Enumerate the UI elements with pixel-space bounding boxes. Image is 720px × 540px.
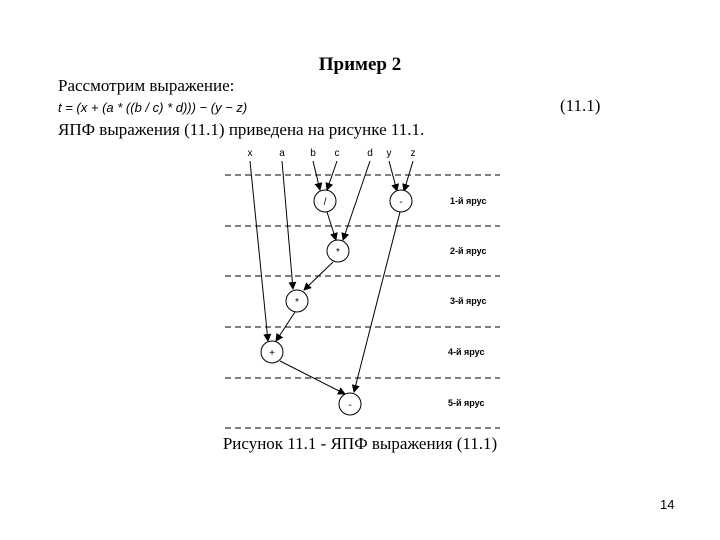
intro-text: Рассмотрим выражение:: [58, 76, 235, 95]
node-subtract-final-label: -: [348, 400, 352, 411]
edge-minus-minus: [354, 212, 400, 392]
node-subtract-yz-label: -: [399, 197, 403, 208]
node-divide-label: /: [323, 197, 327, 208]
tier-label-1: 1-й ярус: [450, 196, 487, 206]
tier-label-3: 3-й ярус: [450, 296, 487, 306]
tier-label-5: 5-й ярус: [448, 398, 485, 408]
node-multiply-1-label: *: [336, 247, 340, 258]
input-label-c: c: [334, 148, 340, 159]
expression-formula: t = (x + (a * ((b / c) * d))) − (y − z): [58, 100, 248, 115]
edge-z-minus: [404, 161, 413, 191]
tier-label-4: 4-й ярус: [448, 347, 485, 357]
figure-caption: Рисунок 11.1 - ЯПФ выражения (11.1): [222, 434, 498, 453]
input-label-d: d: [367, 148, 373, 159]
edge-d-mul: [343, 161, 370, 240]
input-label-a: a: [279, 148, 285, 159]
equation-number: (11.1): [560, 96, 601, 115]
tier-label-2: 2-й ярус: [450, 246, 487, 256]
node-add-label: +: [269, 348, 275, 359]
node-multiply-2-label: *: [295, 297, 299, 308]
input-label-z: z: [410, 148, 416, 159]
input-label-b: b: [310, 148, 316, 159]
edge-y-minus: [389, 161, 397, 191]
reference-text: ЯПФ выражения (11.1) приведена на рисунке 11.1.: [58, 120, 425, 139]
input-label-y: y: [386, 148, 392, 159]
edge-a-mul: [282, 161, 293, 289]
slide-title: Пример 2: [318, 54, 402, 75]
page-number: 14: [660, 497, 675, 512]
input-label-x: x: [247, 148, 253, 159]
edge-x-plus: [250, 161, 268, 341]
